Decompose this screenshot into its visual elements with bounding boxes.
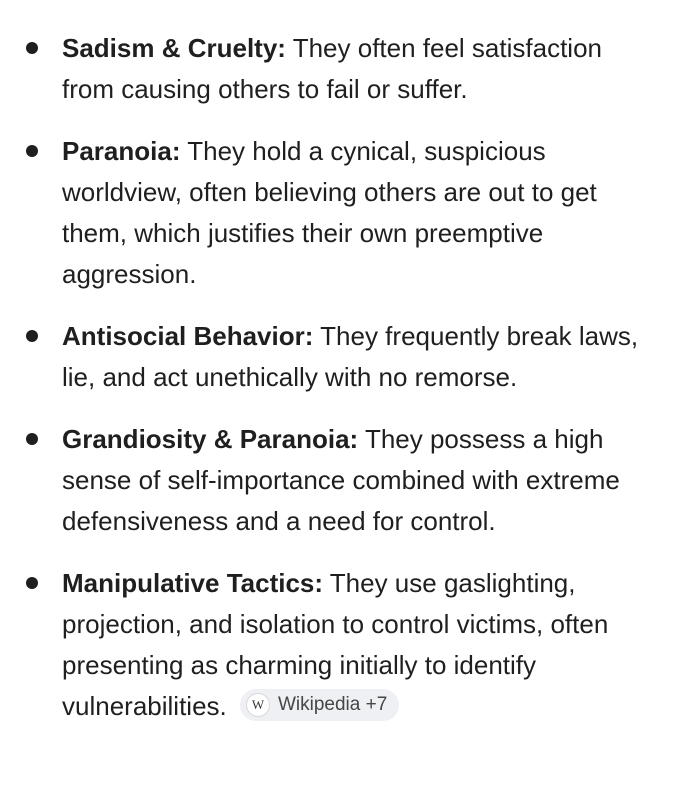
source-chip-button[interactable]	[240, 689, 399, 721]
bullet-icon	[26, 145, 38, 157]
list-item-paranoia	[0, 131, 675, 295]
item-term: Antisocial Behavior:	[62, 321, 314, 351]
item-term: Grandiosity & Paranoia:	[62, 424, 359, 454]
list-item-antisocial-behavior	[0, 316, 675, 398]
source-chip-label: Wikipedia +7	[277, 694, 388, 716]
item-term: Manipulative Tactics:	[62, 568, 324, 598]
item-text: They often feel satisfaction from causing others to fail or suffer.	[62, 33, 602, 104]
bullet-icon	[26, 577, 38, 589]
list-item-grandiosity-paranoia	[0, 419, 675, 542]
trait-bullet-list	[0, 28, 675, 748]
bullet-icon	[26, 330, 38, 342]
bullet-icon	[26, 42, 38, 54]
item-text: They hold a cynical, suspicious worldview, often believing others are out to get them, which justifies their own preemptive aggression.	[62, 136, 597, 289]
wikipedia-icon: W	[246, 693, 270, 717]
item-text: They frequently break laws, lie, and act unethically with no remorse.	[62, 321, 639, 392]
item-text: They use gaslighting, projection, and isolation to control victims, often presenting as charming initially to identify vulnerabilities.	[62, 568, 609, 721]
bullet-icon	[26, 433, 38, 445]
list-item-manipulative-tactics	[0, 563, 675, 727]
item-term: Paranoia:	[62, 136, 181, 166]
item-text: They possess a high sense of self-importance combined with extreme defensiveness and a need for control.	[62, 424, 620, 536]
list-item-sadism-cruelty	[0, 28, 675, 110]
item-term: Sadism & Cruelty:	[62, 33, 286, 63]
